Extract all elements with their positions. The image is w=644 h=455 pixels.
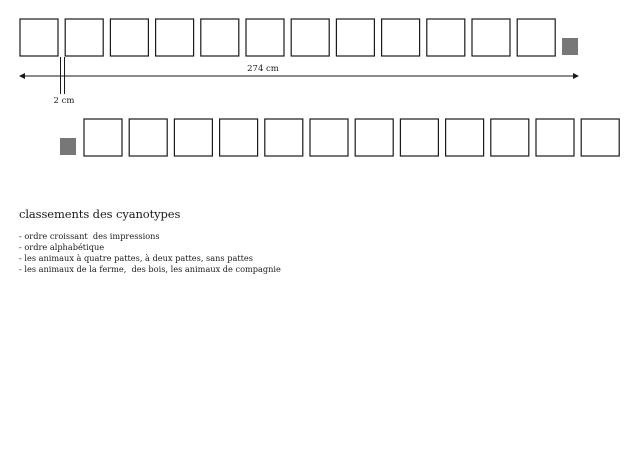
print-frame <box>472 19 510 56</box>
print-frame <box>201 19 239 56</box>
print-frame <box>336 19 374 56</box>
grey-marker <box>60 138 76 155</box>
print-frame <box>517 19 555 56</box>
print-frame <box>246 19 284 56</box>
print-frame <box>20 19 58 56</box>
print-frame <box>446 119 484 156</box>
print-frame <box>310 119 348 156</box>
print-frame <box>220 119 258 156</box>
notes-item: - ordre alphabétique <box>19 242 105 252</box>
print-frame <box>65 19 103 56</box>
print-frame <box>382 19 420 56</box>
print-frame <box>265 119 303 156</box>
print-frame <box>174 119 212 156</box>
print-frame <box>400 119 438 156</box>
print-frame <box>84 119 122 156</box>
notes-list <box>19 231 619 275</box>
gap-label: 2 cm <box>53 96 75 106</box>
print-frame <box>427 19 465 56</box>
print-frame <box>491 119 529 156</box>
total-width-label: 274 cm <box>247 64 279 74</box>
notes-item: - les animaux de la ferme, des bois, les animaux de compagnie <box>19 264 281 274</box>
grey-marker <box>562 38 578 55</box>
frame-row-bottom <box>60 119 619 156</box>
print-frame <box>110 19 148 56</box>
print-frame <box>291 19 329 56</box>
frame-row-top <box>20 19 578 56</box>
notes-item: - ordre croissant des impressions <box>19 231 160 241</box>
notes-item: - les animaux à quatre pattes, à deux pattes, sans pattes <box>19 253 253 263</box>
notes-title: classements des cyanotypes <box>19 207 181 221</box>
print-frame <box>536 119 574 156</box>
print-frame <box>355 119 393 156</box>
print-frame <box>156 19 194 56</box>
print-frame <box>129 119 167 156</box>
print-frame <box>581 119 619 156</box>
classification-notes <box>19 207 619 275</box>
